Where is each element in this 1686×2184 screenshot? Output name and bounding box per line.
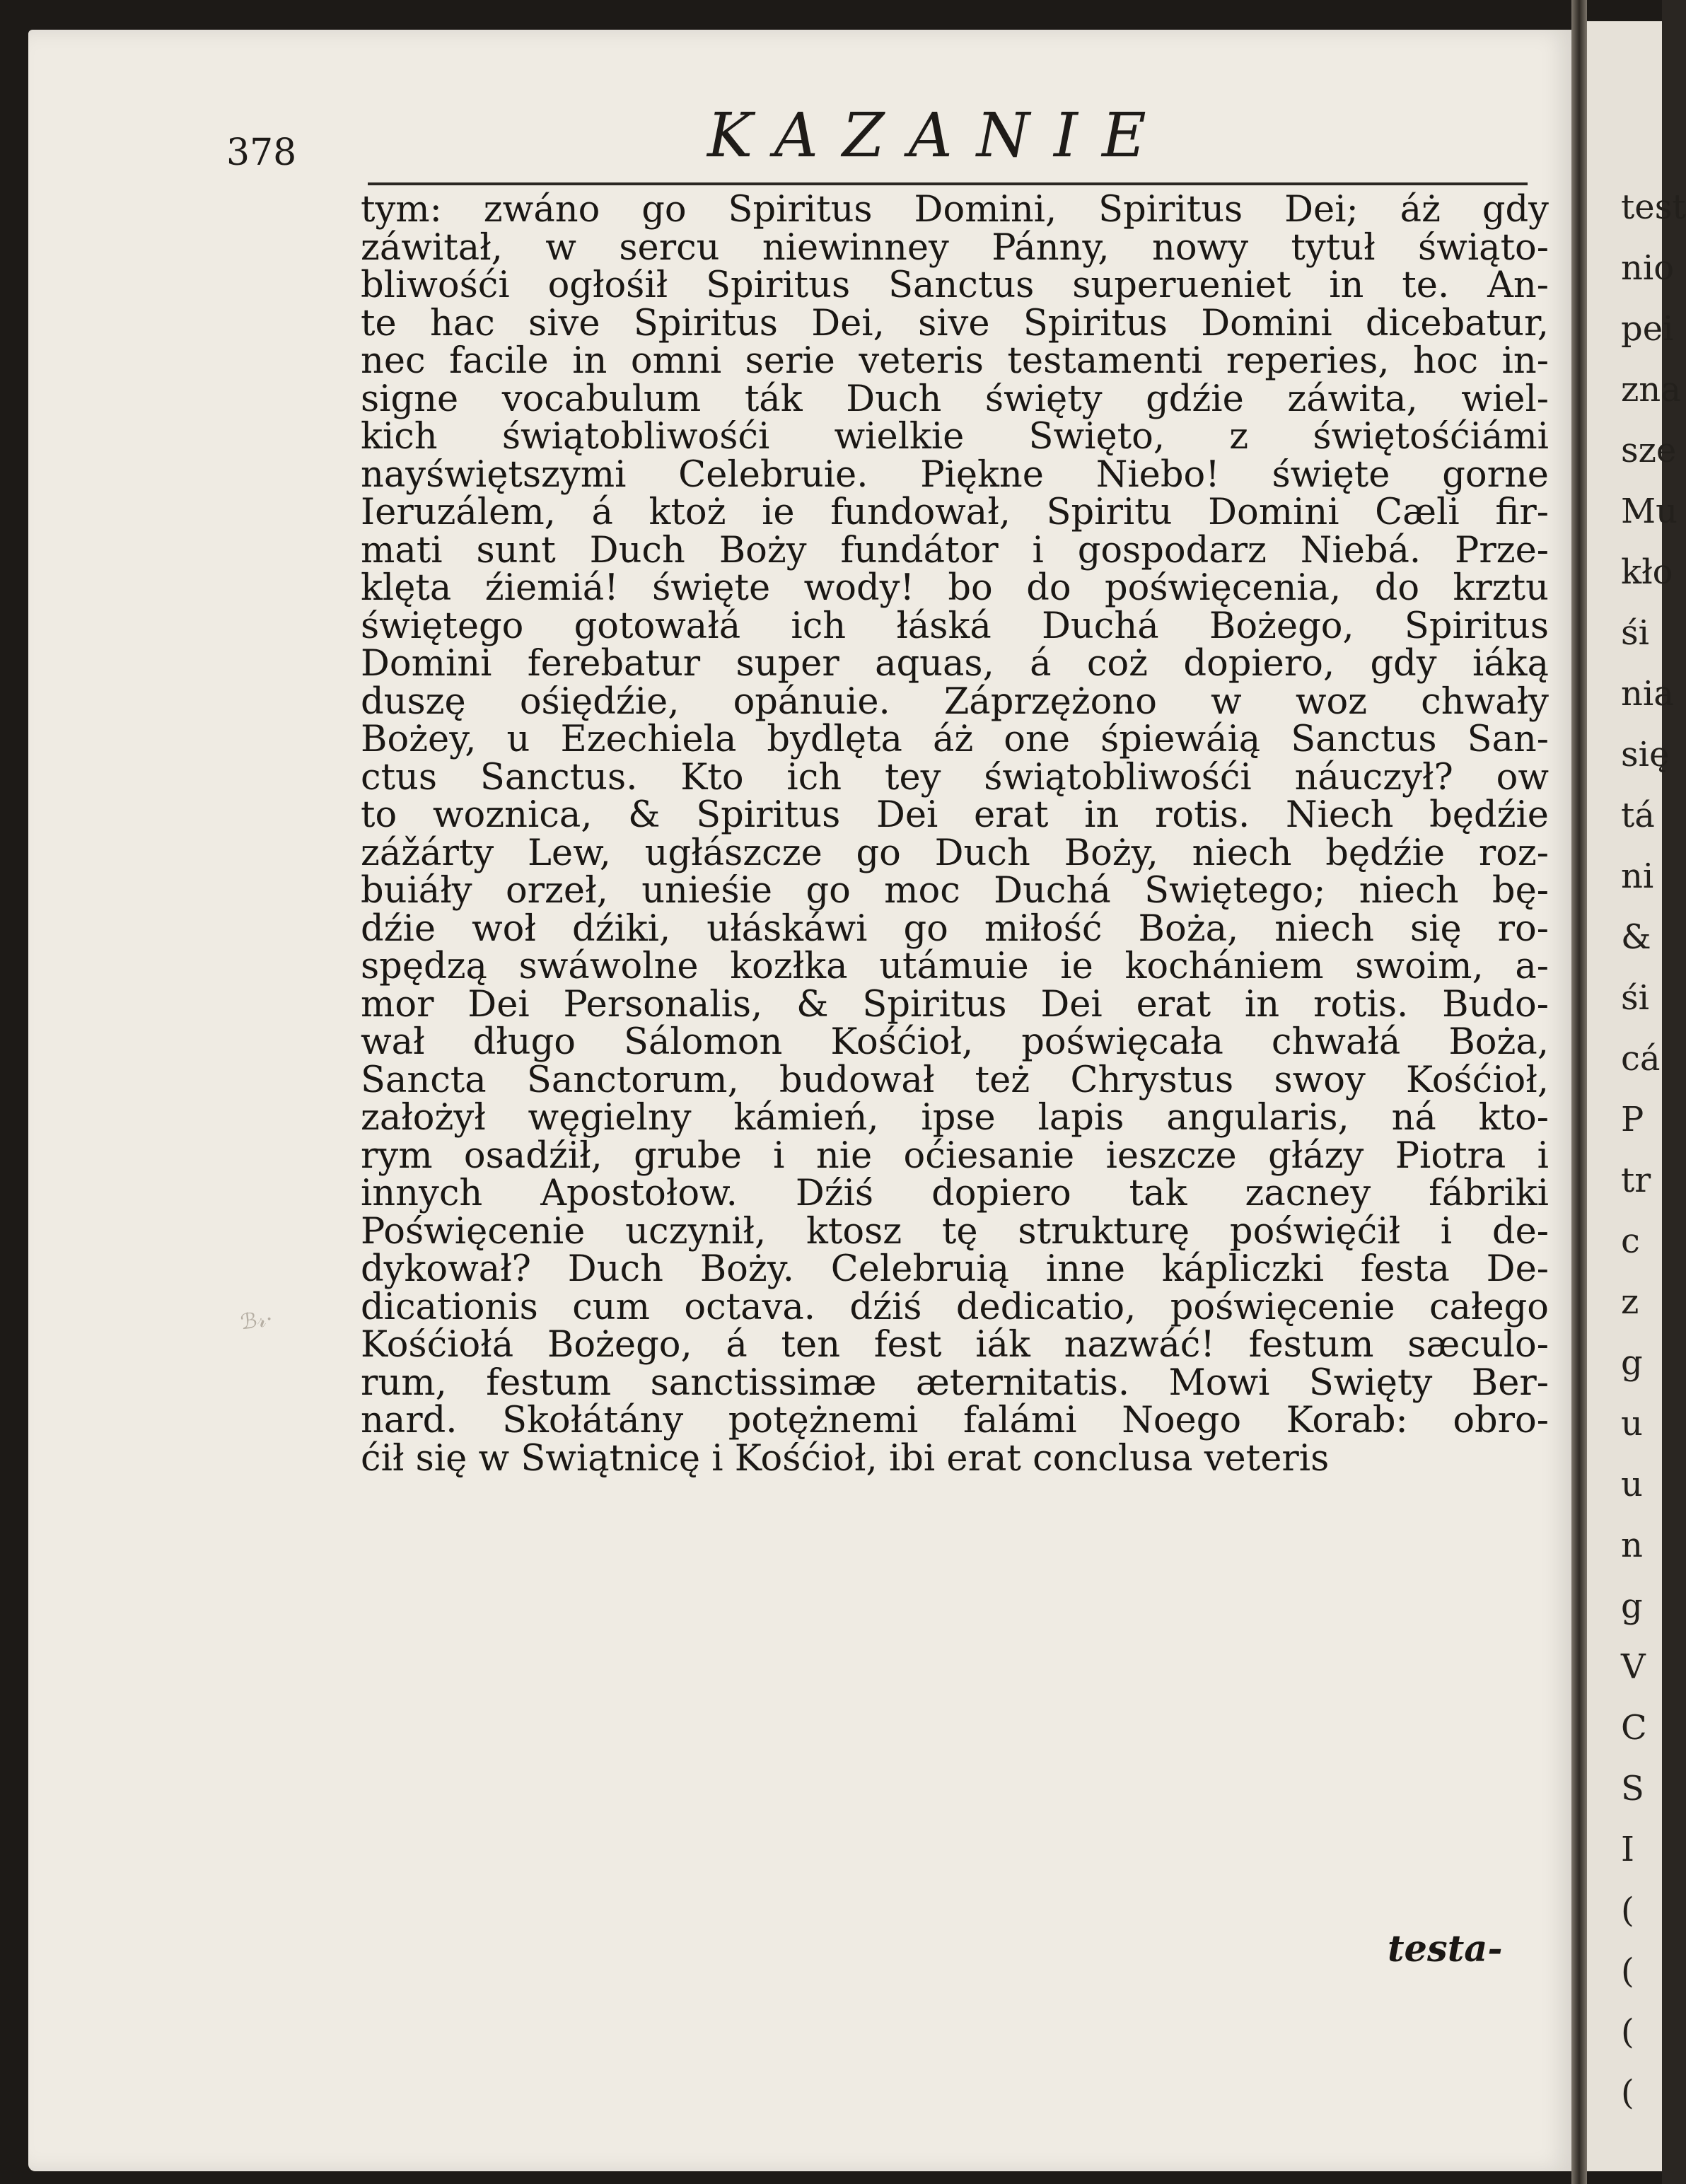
page-number: 378 <box>226 132 297 174</box>
facing-fragment: & <box>1621 917 1651 957</box>
catchword: testa- <box>1388 1928 1503 1970</box>
facing-fragment: ( <box>1621 2073 1634 2113</box>
text-line: nec facile in omni serie veteris testamenti reperies, hoc in- <box>361 340 1549 382</box>
text-line: Domini ferebatur super aquas, á coż dopiero, gdy iáką <box>361 643 1549 685</box>
facing-fragment: P <box>1621 1100 1644 1139</box>
text-line: buiáły orzeł, unieśie go moc Duchá Swiętego; niech bę- <box>361 870 1549 912</box>
text-line: ctus Sanctus. Kto ich tey świątobliwośći náuczył? ow <box>361 756 1549 798</box>
facing-fragment: sze <box>1621 431 1677 470</box>
text-line: mati sunt Duch Boży fundátor i gospodarz Niebá. Prze- <box>361 529 1549 571</box>
facing-fragment: c <box>1621 1221 1640 1261</box>
text-line: rym osadźił, grube i nie oćiesanie ieszcze głázy Piotra i <box>361 1134 1549 1177</box>
text-line: Kośćiołá Bożego, á ten fest iák nazwáć! festum sæculo- <box>361 1324 1549 1366</box>
text-line: dźie woł dźiki, ułáskáwi go miłość Boża, niech się ro- <box>361 907 1549 950</box>
facing-fragment: cá <box>1621 1039 1661 1079</box>
text-line: rum, festum sanctissimæ æternitatis. Mowi Swięty Ber- <box>361 1361 1549 1404</box>
facing-fragment: tá <box>1621 796 1655 835</box>
facing-page-fragments <box>1621 177 1686 2123</box>
facing-fragment: nia <box>1621 674 1674 714</box>
running-title: KAZANIE <box>707 100 1170 171</box>
text-line: innych Apostołow. Dźiś dopiero tak zacney fábriki <box>361 1173 1549 1214</box>
text-line: dykował? Duch Boży. Celebruią inne kápliczki festa De- <box>361 1248 1549 1290</box>
facing-fragment: n <box>1621 1526 1643 1565</box>
text-line: zážárty Lew, ugłászcze go Duch Boży, niech będźie roz- <box>361 832 1549 874</box>
faded-margin-note: ℬ𝓇· <box>239 1306 274 1335</box>
text-line: klęta źiemiá! święte wody! bo do poświęcenia, do krztu <box>361 567 1549 609</box>
facing-fragment: zna <box>1621 370 1681 410</box>
text-line: nard. Skołátány potężnemi falámi Noego Korab: obro- <box>361 1400 1549 1441</box>
facing-fragment: u <box>1621 1404 1643 1444</box>
facing-fragment: tr <box>1621 1161 1651 1200</box>
text-line: bliwośći ogłośił Spiritus Sanctus superueniet in te. An- <box>361 265 1549 306</box>
facing-fragment: Mu <box>1621 492 1678 531</box>
facing-fragment: śi <box>1621 978 1649 1018</box>
text-line: Bożey, u Ezechiela bydlęta áż one śpiewáią Sanctus San- <box>361 719 1549 760</box>
text-line: te hac sive Spiritus Dei, sive Spiritus Domini dicebatur, <box>361 302 1549 344</box>
text-line: spędzą swáwolne kozłka utámuie ie kochániem swoim, a- <box>361 946 1549 987</box>
facing-fragment: ( <box>1621 2012 1634 2052</box>
facing-fragment: się <box>1621 735 1670 774</box>
text-line: Ieruzálem, á ktoż ie fundował, Spiritu Domini Cæli fir- <box>361 492 1549 533</box>
text-line: Sancta Sanctorum, budował też Chrystus swoy Kośćioł, <box>361 1059 1549 1101</box>
text-line: duszę ośiędźie, opánuie. Záprzężono w woz chwały <box>361 680 1549 723</box>
text-line: założył węgielny kámień, ipse lapis angularis, ná kto- <box>361 1097 1549 1139</box>
facing-fragment: g <box>1621 1343 1643 1383</box>
text-line: wał długo Sálomon Kośćioł, poświęcała chwałá Boża, <box>361 1021 1549 1063</box>
sermon-text <box>361 189 1549 1480</box>
text-line: mor Dei Personalis, & Spiritus Dei erat in rotis. Budo- <box>361 983 1549 1026</box>
text-line: tym: zwáno go Spiritus Domini, Spiritus Dei; áż gdy <box>361 189 1549 231</box>
facing-fragment: C <box>1621 1708 1647 1748</box>
text-line: świętego gotowałá ich łáská Duchá Bożego, Spiritus <box>361 605 1549 647</box>
text-line: záwitał, w sercu niewinney Pánny, nowy tytuł świąto- <box>361 226 1549 269</box>
facing-fragment: ( <box>1621 1890 1634 1930</box>
text-line: kich świątobliwośći wielkie Swięto, z świętośćiámi <box>361 416 1549 458</box>
facing-fragment: g <box>1621 1586 1643 1626</box>
header-rule <box>368 182 1528 185</box>
facing-fragment: pei <box>1621 309 1674 349</box>
facing-fragment: I <box>1621 1830 1634 1869</box>
facing-fragment: u <box>1621 1465 1643 1504</box>
facing-fragment: ( <box>1621 1951 1634 1991</box>
facing-fragment: S <box>1621 1769 1644 1808</box>
facing-fragment: test <box>1621 187 1686 227</box>
book-gutter <box>1571 0 1587 2184</box>
facing-fragment: kło <box>1621 552 1673 592</box>
facing-fragment: V <box>1621 1647 1646 1687</box>
text-line: dicationis cum octava. dźiś dedicatio, poświęcenie całego <box>361 1286 1549 1328</box>
facing-fragment: ni <box>1621 856 1654 896</box>
facing-fragment: śi <box>1621 613 1649 653</box>
text-line: nayświętszymi Celebruie. Piękne Niebo! święte gorne <box>361 453 1549 496</box>
text-line: signe vocabulum ták Duch święty gdźie záwita, wiel- <box>361 378 1549 420</box>
facing-fragment: z <box>1621 1282 1639 1322</box>
text-line: ćił się w Swiątnicę i Kośćioł, ibi erat conclusa veteris <box>361 1437 1330 1480</box>
text-line: to woznica, & Spiritus Dei erat in rotis. Niech będźie <box>361 794 1549 836</box>
facing-fragment: nio <box>1621 248 1675 288</box>
text-line: Poświęcenie uczynił, ktosz tę strukturę poświęćił i de- <box>361 1210 1549 1253</box>
